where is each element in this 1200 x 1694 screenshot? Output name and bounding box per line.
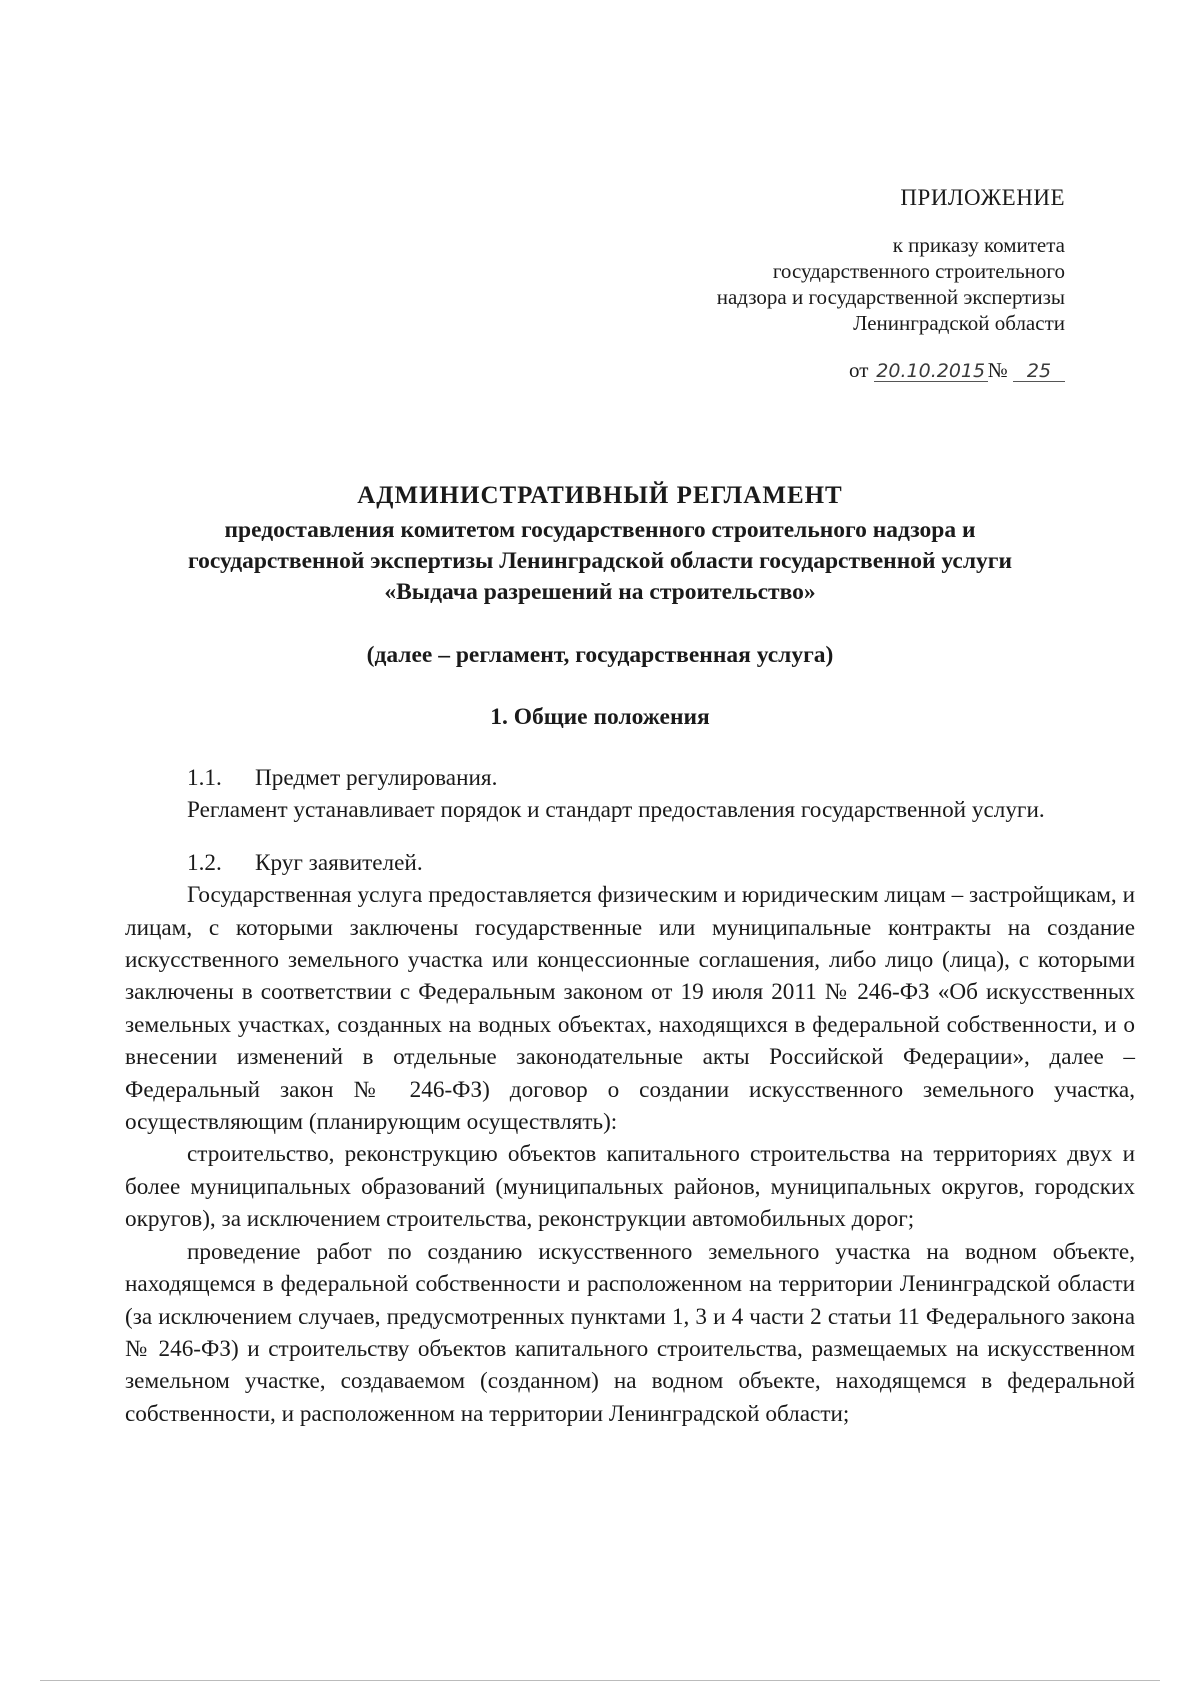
- paragraph: проведение работ по созданию искусственного земельного участка на водном объекте, находящемся в федеральной собственности и расположенном на территории Ленинградской области (за исключением случаев, предусмотренных пунктами 1, 3 и 4 части 2 статьи 11 Федерального закона № 246-ФЗ) и строительству объектов капитального строительства, размещаемых на искусственном земельном участке, создаваемом (созданном) на водном объекте, находящемся в федеральной собственности, и расположенном на территории Ленинградской области;: [125, 1238, 1135, 1427]
- document-subtitle: [90, 515, 1110, 608]
- clause-number: 1.2.: [187, 849, 222, 876]
- document-title: АДМИНИСТРАТИВНЫЙ РЕГЛАМЕНТ: [357, 482, 843, 509]
- subtitle-line: государственной экспертизы Ленинградской области государственной услуги: [187, 548, 1012, 574]
- subtitle-line: предоставления комитетом государственного строительного надзора и: [224, 517, 976, 543]
- handwritten-number: 25: [1013, 361, 1065, 382]
- annex-ref-line: государственного строительного: [772, 259, 1065, 283]
- subtitle-line: «Выдача разрешений на строительство»: [384, 579, 816, 605]
- section-heading: 1. Общие положения: [490, 704, 710, 730]
- handwritten-date: 20.10.2015: [874, 361, 988, 382]
- annex-ref-line: к приказу комитета: [892, 233, 1065, 257]
- number-sign: №: [987, 358, 1008, 382]
- annex-ref-line: надзора и государственной экспертизы: [716, 285, 1065, 309]
- paragraph: строительство, реконструкцию объектов капитального строительства на территориях двух и более муниципальных образований (муниципальных районов, муниципальных округов, городских округов), за исключением строительства, реконструкции автомобильных дорог;: [125, 1141, 1135, 1233]
- page-bottom-edge: [40, 1680, 1160, 1681]
- clause-title: Предмет регулирования.: [255, 765, 498, 791]
- clause-heading: [125, 762, 1135, 794]
- annex-title: ПРИЛОЖЕНИЕ: [900, 185, 1065, 210]
- clause-number: 1.1.: [187, 765, 222, 791]
- document-body: [125, 762, 1135, 1430]
- short-name: (далее – регламент, государственная услуга): [366, 642, 834, 668]
- order-date-line: [849, 358, 1065, 383]
- annex-reference: [717, 232, 1065, 336]
- date-prefix: от: [849, 358, 869, 382]
- paragraph: Государственная услуга предоставляется физическим и юридическим лицам – застройщикам, и лицам, с которыми заключены государственные или муниципальные контракты на создание искусственного земельного участка или концессионные соглашения, либо лицо (лица), с которыми заключены в соответствии с Федеральным законом от 19 июля 2011 № 246-ФЗ «Об искусственных земельных участках, созданных на водных объектах, находящихся в федеральной собственности, и о внесении изменений в отдельные законодательные акты Российской Федерации», далее – Федеральный закон № 246-ФЗ) договор о создании искусственного земельного участка, осуществляющим (планирующим осуществлять):: [125, 882, 1135, 1136]
- paragraph: Регламент устанавливает порядок и стандарт предоставления государственной услуги.: [187, 797, 1045, 824]
- annex-ref-line: Ленинградской области: [853, 311, 1065, 335]
- clause-title: Круг заявителей.: [255, 849, 423, 876]
- clause-heading: [125, 847, 1135, 879]
